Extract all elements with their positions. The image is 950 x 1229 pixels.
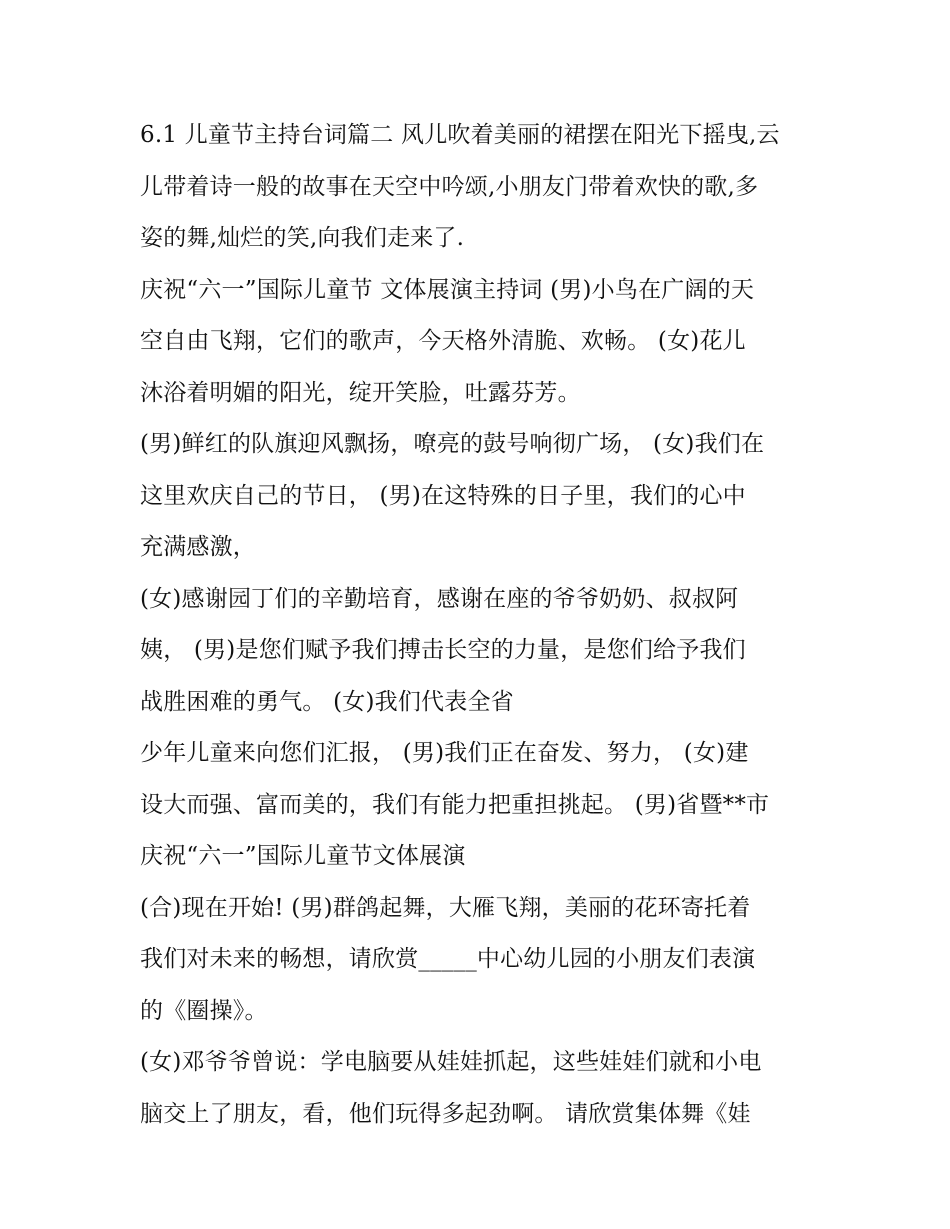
text-line: (男)鲜红的队旗迎风飘扬，嘹亮的鼓号响彻广场， (女)我们在 [140,431,765,457]
text-line: 战胜困难的勇气。 (女)我们代表全省 [140,688,514,715]
text-line: 空自由飞翔，它们的歌声，今天格外清脆、欢畅。 (女)花儿 [140,328,746,354]
text-line: 庆祝“六一”国际儿童节 文体展演主持词 (男)小鸟在广阔的天 [140,276,755,303]
text-line: 儿带着诗一般的故事在天空中吟颂,小朋友门带着欢快的歌,多 [140,173,759,200]
text-line: 沐浴着明媚的阳光，绽开笑脸，吐露芬芳。 [140,379,581,406]
text-line: 6.1 儿童节主持台词篇二 风儿吹着美丽的裙摆在阳光下摇曳,云 [140,122,780,148]
document-body [140,110,820,1140]
text-line: 这里欢庆自己的节日， (男)在这特殊的日子里，我们的心中 [140,482,746,509]
text-line: (女)感谢园丁们的辛勤培育，感谢在座的爷爷奶奶、叔叔阿 [140,585,739,612]
text-line: 设大而强、富而美的，我们有能力把重担挑起。 (男)省暨**市 [140,791,770,818]
text-line: 的《圈操》。 [140,997,268,1024]
text-line: 脑交上了朋友，看，他们玩得多起劲啊。 请欣赏集体舞《娃 [140,1100,751,1127]
text-line: 少年儿童来向您们汇报， (男)我们正在奋发、努力， (女)建 [140,740,749,766]
text-line: (合)现在开始! (男)群鸽起舞，大雁飞翔，美丽的花环寄托着 [140,894,751,921]
text-line: (女)邓爷爷曾说：学电脑要从娃娃抓起，这些娃娃们就和小电 [140,1049,762,1075]
text-line: 我们对未来的畅想，请欣赏_____中心幼儿园的小朋友们表演 [140,946,756,972]
text-line: 姨， (男)是您们赋予我们搏击长空的力量，是您们给予我们 [140,637,746,663]
text-line: 姿的舞,灿烂的笑,向我们走来了. [140,225,465,251]
text-line: 充满感激， [140,534,256,560]
text-line: 庆祝“六一”国际儿童节文体展演 [140,843,466,869]
